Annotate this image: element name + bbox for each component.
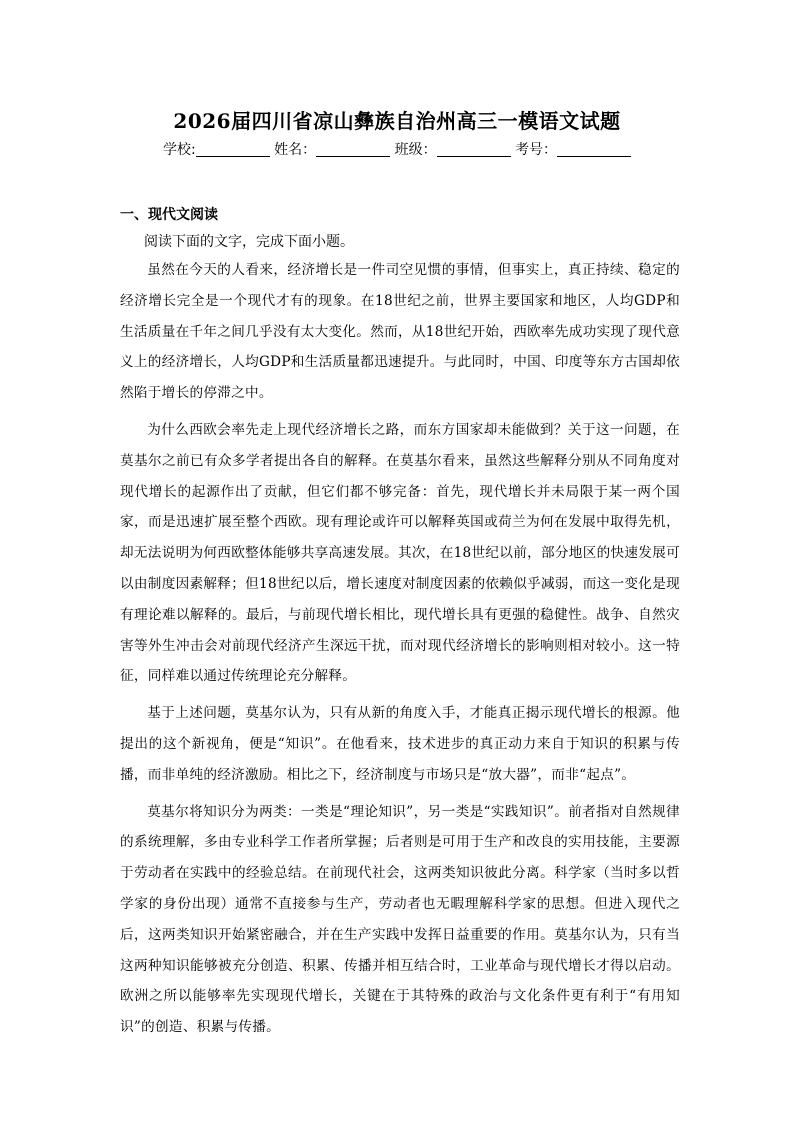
document-title: 2026届四川省凉山彝族自治州高三一模语文试题 [173, 109, 621, 133]
class-blank [437, 142, 511, 157]
passage-paragraph-2: 为什么西欧会率先走上现代经济增长之路，而东方国家却未能做到？关于这一问题，在莫基尔之前已有众多学者提出各自的解释。在莫基尔看来，虽然这些解释分别从不同角度对现代增长的起源作出了贡献，但它们都不够完备：首先，现代增长并未局限于某一两个国家，而是迅速扩展至整个西欧。现有理论或许可以解释英国或荷兰为何在发展中取得先机，却无法说明为何西欧整体能够共享高速发展。其次，在18世纪以前，部分地区的快速发展可以由制度因素解释；但18世纪以后，增长速度对制度因素的依赖似乎减弱，而这一变化是现有理论难以解释的。最后，与前现代增长相比，现代增长具有更强的稳健性。战争、自然灾害等外生冲击会对前现代经济产生深远干扰，而对现代经济增长的影响则相对较小。这一特征，同样难以通过传统理论充分解释。 [120, 421, 680, 685]
exam-number-field [515, 142, 631, 158]
name-blank [316, 142, 390, 157]
passage-paragraph-3: 基于上述问题，莫基尔认为，只有从新的角度入手，才能真正揭示现代增长的根源。他提出的这个新视角，便是“知识”。在他看来，技术进步的真正动力来自于知识的积累与传播，而非单纯的经济激励。相比之下，经济制度与市场只是“放大器”，而非“起点”。 [120, 705, 680, 783]
class-field [395, 142, 511, 158]
exam-number-blank [557, 142, 631, 157]
passage-paragraph-1: 虽然在今天的人看来，经济增长是一件司空见惯的事情，但事实上，真正持续、稳定的经济增长完全是一个现代才有的现象。在18世纪之前，世界主要国家和地区，人均GDP和生活质量在千年之间几乎没有太大变化。然而，从18世纪开始，西欧率先成功实现了现代意义上的经济增长，人均GDP和生活质量都迅速提升。与此同时，中国、印度等东方古国却依然陷于增长的停滞之中。 [120, 262, 680, 402]
school-field [163, 142, 270, 158]
name-field [274, 142, 390, 158]
reading-instruction: 阅读下面的文字，完成下面小题。 [144, 234, 354, 250]
exam-number-label: 考号： [515, 142, 558, 158]
school-blank [196, 142, 270, 157]
section-heading: 一、现代文阅读 [120, 207, 218, 223]
student-info-line [0, 139, 794, 159]
name-label: 姓名： [274, 142, 317, 158]
passage-paragraph-4: 莫基尔将知识分为两类：一类是“理论知识”，另一类是“实践知识”。前者指对自然规律的系统理解，多由专业科学工作者所掌握；后者则是可用于生产和改良的实用技能，主要源于劳动者在实践中的经验总结。在前现代社会，这两类知识彼此分离。科学家（当时多以哲学家的身份出现）通常不直接参与生产，劳动者也无暇理解科学家的思想。但进入现代之后，这两类知识开始紧密融合，并在生产实践中发挥日益重要的作用。莫基尔认为，只有当这两种知识能够被充分创造、积累、传播并相互结合时，工业革命与现代增长才得以启动。欧洲之所以能够率先实现现代增长，关键在于其特殊的政治与文化条件更有利于“有用知识”的创造、积累与传播。 [120, 803, 680, 1036]
school-label: 学校: [162, 142, 196, 158]
reading-passage [120, 255, 680, 1049]
class-label: 班级： [394, 142, 437, 158]
